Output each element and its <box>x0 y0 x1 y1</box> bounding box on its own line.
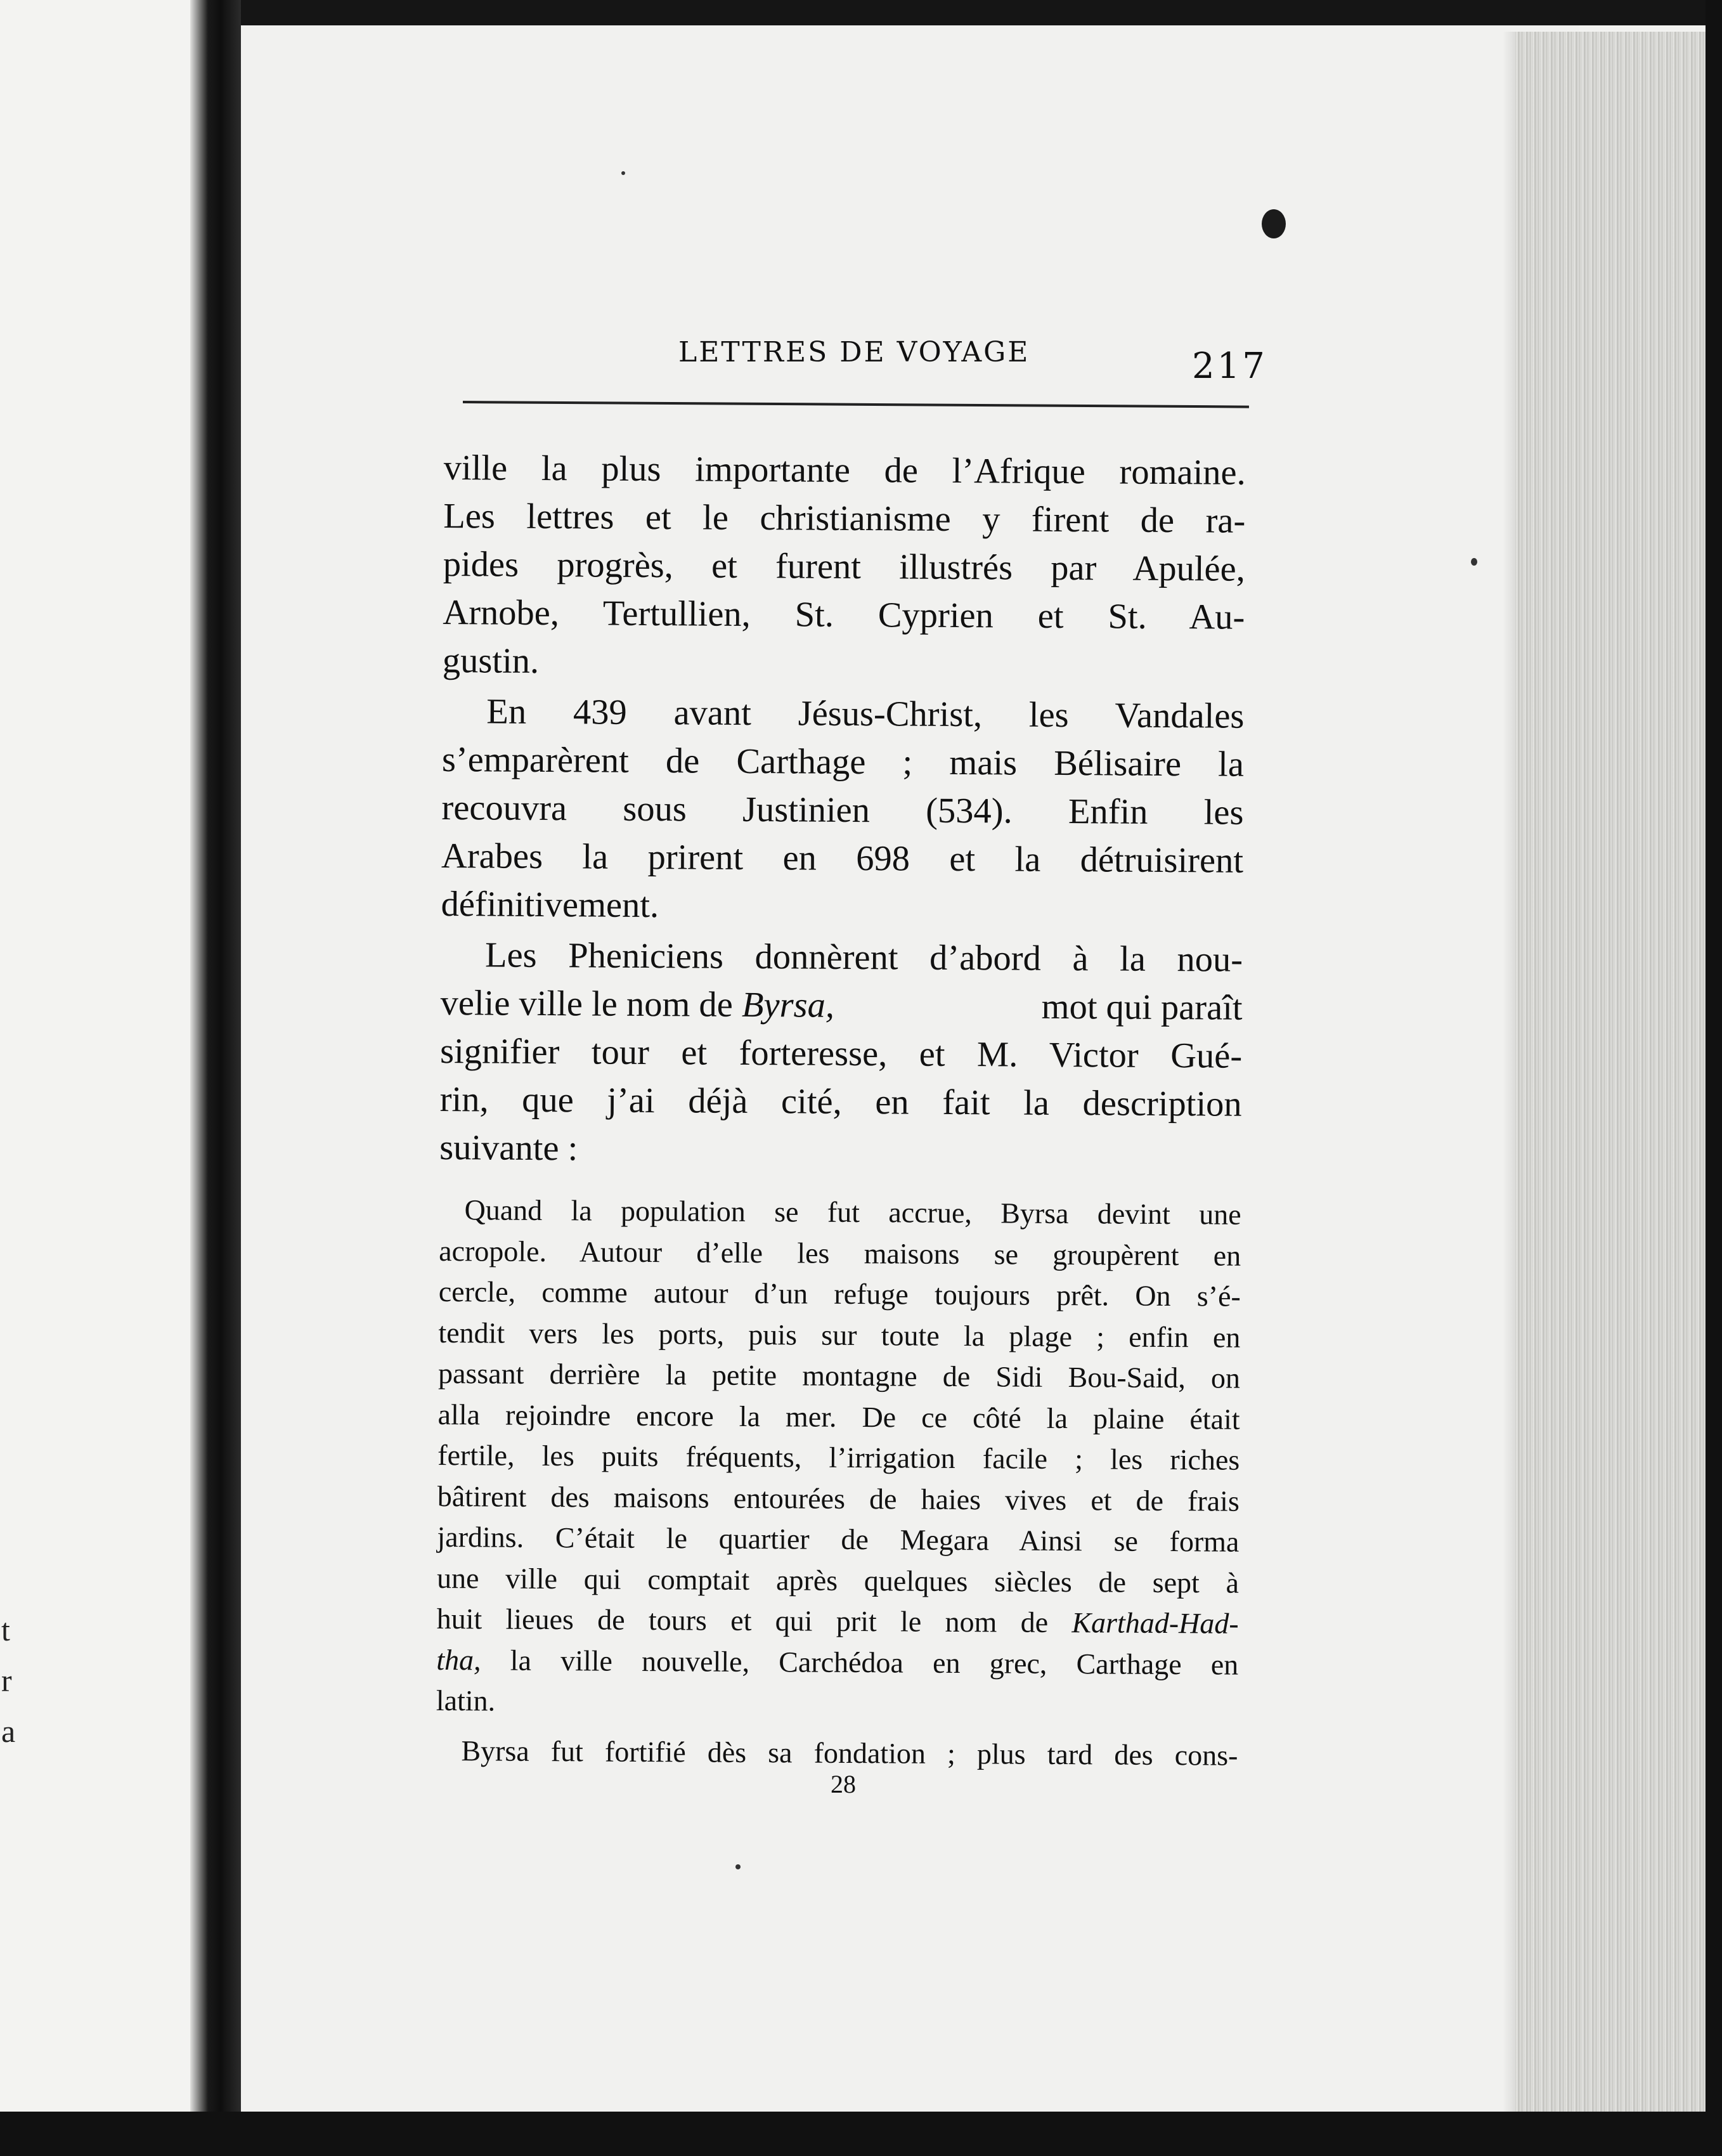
paragraph-2 <box>441 687 1244 933</box>
text-line: Quand la population se fut accrue, Byrsa devint une <box>464 1193 1241 1231</box>
text-line: bâtirent des maisons entourées de haies vives et de frais <box>437 1479 1240 1517</box>
text-line: définitivement. <box>441 884 659 926</box>
speck <box>1471 558 1477 566</box>
block-quote <box>436 1190 1241 1776</box>
text-line: En 439 avant Jésus-Christ, les Vandales <box>486 692 1245 736</box>
text-line <box>436 1639 1238 1685</box>
text-line: s’emparèrent de Carthage ; mais Bélisaire la <box>441 739 1245 784</box>
italic-place-name: tha, <box>436 1643 481 1676</box>
running-head: LETTRES DE VOYAGE <box>678 336 1030 368</box>
text-line: tendit vers les ports, puis sur toute la plage ; enfin en <box>438 1316 1241 1354</box>
text-line: signifier tour et forteresse, et M. Victor Gué- <box>439 1031 1243 1076</box>
text-line: cercle, comme autour d’un refuge toujours prêt. On s’é- <box>438 1275 1241 1313</box>
ink-blot <box>1262 209 1286 238</box>
scan-border-right <box>1706 0 1722 2156</box>
text-line: rin, que j’ai déjà cité, en fait la description <box>439 1079 1242 1124</box>
text-line: acropole. Autour d’elle les maisons se groupèrent en <box>439 1234 1241 1272</box>
book-gutter <box>190 0 241 2156</box>
text-span <box>440 979 834 1030</box>
left-fragment: r <box>1 1663 12 1698</box>
text-line: fertile, les puits fréquents, l’irrigation facile ; les riches <box>437 1438 1240 1476</box>
paragraph-1 <box>443 444 1246 690</box>
text-line: gustin. <box>442 640 540 681</box>
text-line <box>436 1599 1238 1644</box>
text-line: recouvra sous Justinien (534). Enfin les <box>441 788 1244 833</box>
text-line: suivante : <box>439 1127 578 1169</box>
text-line: alla rejoindre encore la mer. De ce côté la plaine était <box>437 1398 1240 1436</box>
text-line: pides progrès, et furent illustrés par Apulée, <box>443 544 1246 589</box>
text-line: Les lettres et le christianisme y firent de ra- <box>443 496 1246 541</box>
speck <box>735 1864 741 1869</box>
text-fragment: huit lieues de tours et qui prit le nom de <box>436 1602 1072 1639</box>
left-fragment: a <box>1 1713 16 1749</box>
page-edges <box>1515 32 1706 2112</box>
text-fragment: la ville nouvelle, Carchédoa en grec, Carthage en <box>481 1643 1239 1681</box>
text-line <box>440 979 1242 1032</box>
text-fragment: velie ville le nom de <box>440 983 742 1025</box>
left-page <box>0 0 190 2156</box>
paragraph-3 <box>439 931 1243 1177</box>
text-line: jardins. C’était le quartier de Megara Ainsi se forma <box>437 1520 1240 1558</box>
text-line: Les Pheniciens donnèrent d’abord à la nou- <box>484 935 1243 980</box>
text-line: Arnobe, Tertullien, St. Cyprien et St. Au- <box>443 592 1245 637</box>
page-number: 217 <box>1192 346 1267 387</box>
scan-border-bottom <box>0 2112 1722 2156</box>
text-line: ville la plus importante de l’Afrique romaine. <box>443 448 1246 493</box>
text-fragment: mot qui paraît <box>1041 987 1243 1028</box>
italic-place-name: Karthad-Had- <box>1071 1606 1239 1640</box>
text-line: Byrsa fut fortifié dès sa fondation ; plus tard des cons- <box>461 1734 1238 1772</box>
text-line: une ville qui comptait après quelques siècles de sept à <box>436 1561 1240 1599</box>
text-line: Arabes la prirent en 698 et la détruisirent <box>441 836 1244 881</box>
scan-border-top <box>0 0 1722 25</box>
signature-mark: 28 <box>831 1770 856 1798</box>
speck <box>621 171 625 175</box>
italic-place-name: Byrsa, <box>741 985 835 1025</box>
body-text <box>436 444 1246 1776</box>
text-line: latin. <box>436 1684 496 1717</box>
left-fragment: t <box>1 1612 10 1647</box>
text-line: passant derrière la petite montagne de Sidi Bou-Said, on <box>437 1356 1241 1394</box>
